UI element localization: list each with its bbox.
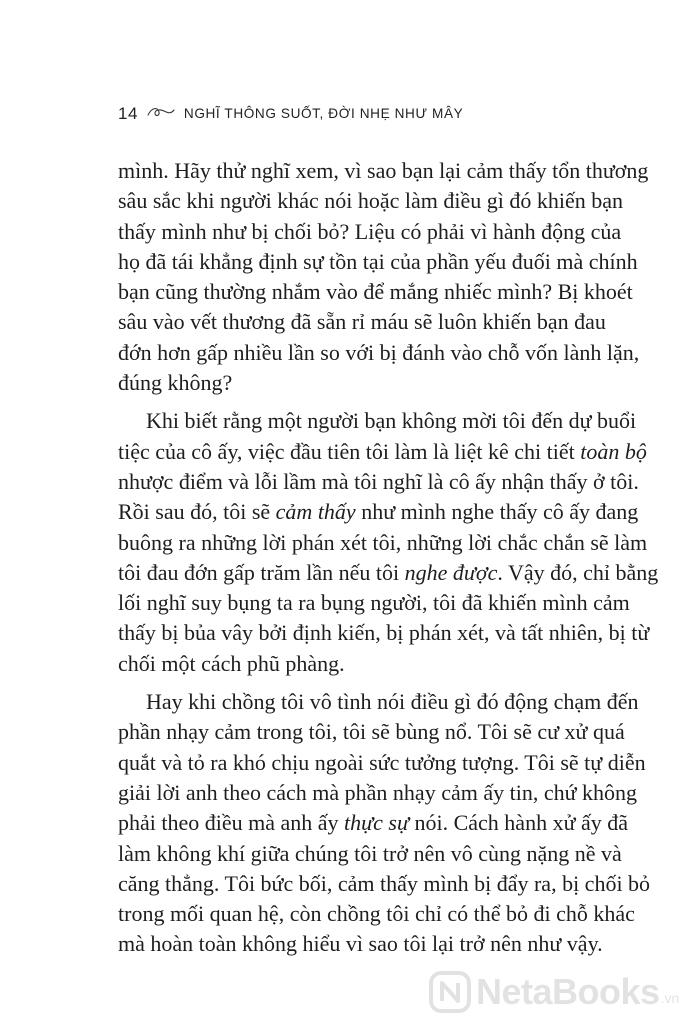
text-line: họ đã tái khẳng định sự tồn tại của phần yếu đuối mà chính xyxy=(118,248,638,274)
text-line: quắt và tỏ ra khó chịu ngoài sức tưởng tượng. Tôi sẽ tự diễn xyxy=(118,749,646,775)
running-head xyxy=(118,103,463,124)
paragraph-1 xyxy=(118,156,649,398)
text-line: sâu vào vết thương đã sẵn rỉ máu sẽ luôn khiến bạn đau xyxy=(118,309,606,335)
text-line: Hay khi chồng tôi vô tình nói điều gì đó động chạm đến xyxy=(146,689,639,715)
text-line: giải lời anh theo cách mà phần nhạy cảm ấy tin, chứ không xyxy=(118,779,638,805)
emphasis: thực sự xyxy=(344,810,409,836)
page-number: 14 xyxy=(118,103,138,123)
text-line: Khi biết rằng một người bạn không mời tôi đến dự buổi xyxy=(146,408,637,434)
text-line: mà hoàn toàn không hiểu vì sao tôi lại trở nên như vậy. xyxy=(118,931,603,957)
text-line: thấy mình như bị chối bỏ? Liệu có phải vì hành động của xyxy=(118,218,622,244)
text-line: phải theo điều mà anh ấy thực sự nói. Cách hành xử ấy đã xyxy=(118,810,629,836)
text-line: nhược điểm và lỗi lầm mà tôi nghĩ là cô ấy nhận thấy ở tôi. xyxy=(118,468,639,494)
paragraph-3 xyxy=(118,687,651,960)
watermark-suffix: .vn xyxy=(660,990,680,1006)
text-line: tôi đau đớn gấp trăm lần nếu tôi nghe được. Vậy đó, chỉ bằng xyxy=(118,559,659,585)
flourish-icon xyxy=(146,104,176,125)
text-line: làm không khí giữa chúng tôi trở nên vô cùng nặng nề và xyxy=(118,840,622,866)
book-title: NGHĨ THÔNG SUỐT, ĐỜI NHẸ NHƯ MÂY xyxy=(183,106,464,121)
text-line: căng thẳng. Tôi bức bối, cảm thấy mình bị đẩy ra, bị chối bỏ xyxy=(118,870,651,896)
text-line: đúng không? xyxy=(118,370,233,396)
emphasis: toàn bộ xyxy=(580,438,647,464)
text-line: trong mối quan hệ, còn chồng tôi chỉ có thể bỏ đi chỗ khác xyxy=(118,901,635,927)
text-line: buông ra những lời phán xét tôi, những lời chắc chắn sẽ làm xyxy=(118,529,648,555)
text-line: tiệc của cô ấy, việc đầu tiên tôi làm là liệt kê chi tiết toàn bộ xyxy=(118,438,647,464)
paragraph-2 xyxy=(118,406,659,679)
page-body xyxy=(118,156,659,960)
text-line: thấy bị bủa vây bởi định kiến, bị phán xét, và tất nhiên, bị từ xyxy=(118,620,650,646)
text-line: phần nhạy cảm trong tôi, tôi sẽ bùng nổ. Tôi sẽ cư xử quá xyxy=(118,719,625,745)
text-line: bạn cũng thường nhắm vào để mắng nhiếc mình? Bị khoét xyxy=(118,279,633,305)
emphasis: cảm thấy xyxy=(275,499,356,525)
text-line: đớn hơn gấp nhiều lần so với bị đánh vào chỗ vốn lành lặn, xyxy=(118,339,640,365)
text-line: lối nghĩ suy bụng ta ra bụng người, tôi đã khiến mình cảm xyxy=(118,590,630,616)
emphasis: nghe được xyxy=(404,559,498,585)
text-line: mình. Hãy thử nghĩ xem, vì sao bạn lại cảm thấy tổn thương xyxy=(118,158,649,183)
watermark-brand: NetaBooks xyxy=(476,971,660,1012)
text-line: chối một cách phũ phàng. xyxy=(118,650,345,676)
netabooks-logo-icon xyxy=(428,970,472,1014)
text-line: sâu sắc khi người khác nói hoặc làm điều gì đó khiến bạn xyxy=(118,188,623,214)
watermark xyxy=(428,970,679,1014)
text-line: Rồi sau đó, tôi sẽ cảm thấy như mình nghe thấy cô ấy đang xyxy=(118,499,639,525)
